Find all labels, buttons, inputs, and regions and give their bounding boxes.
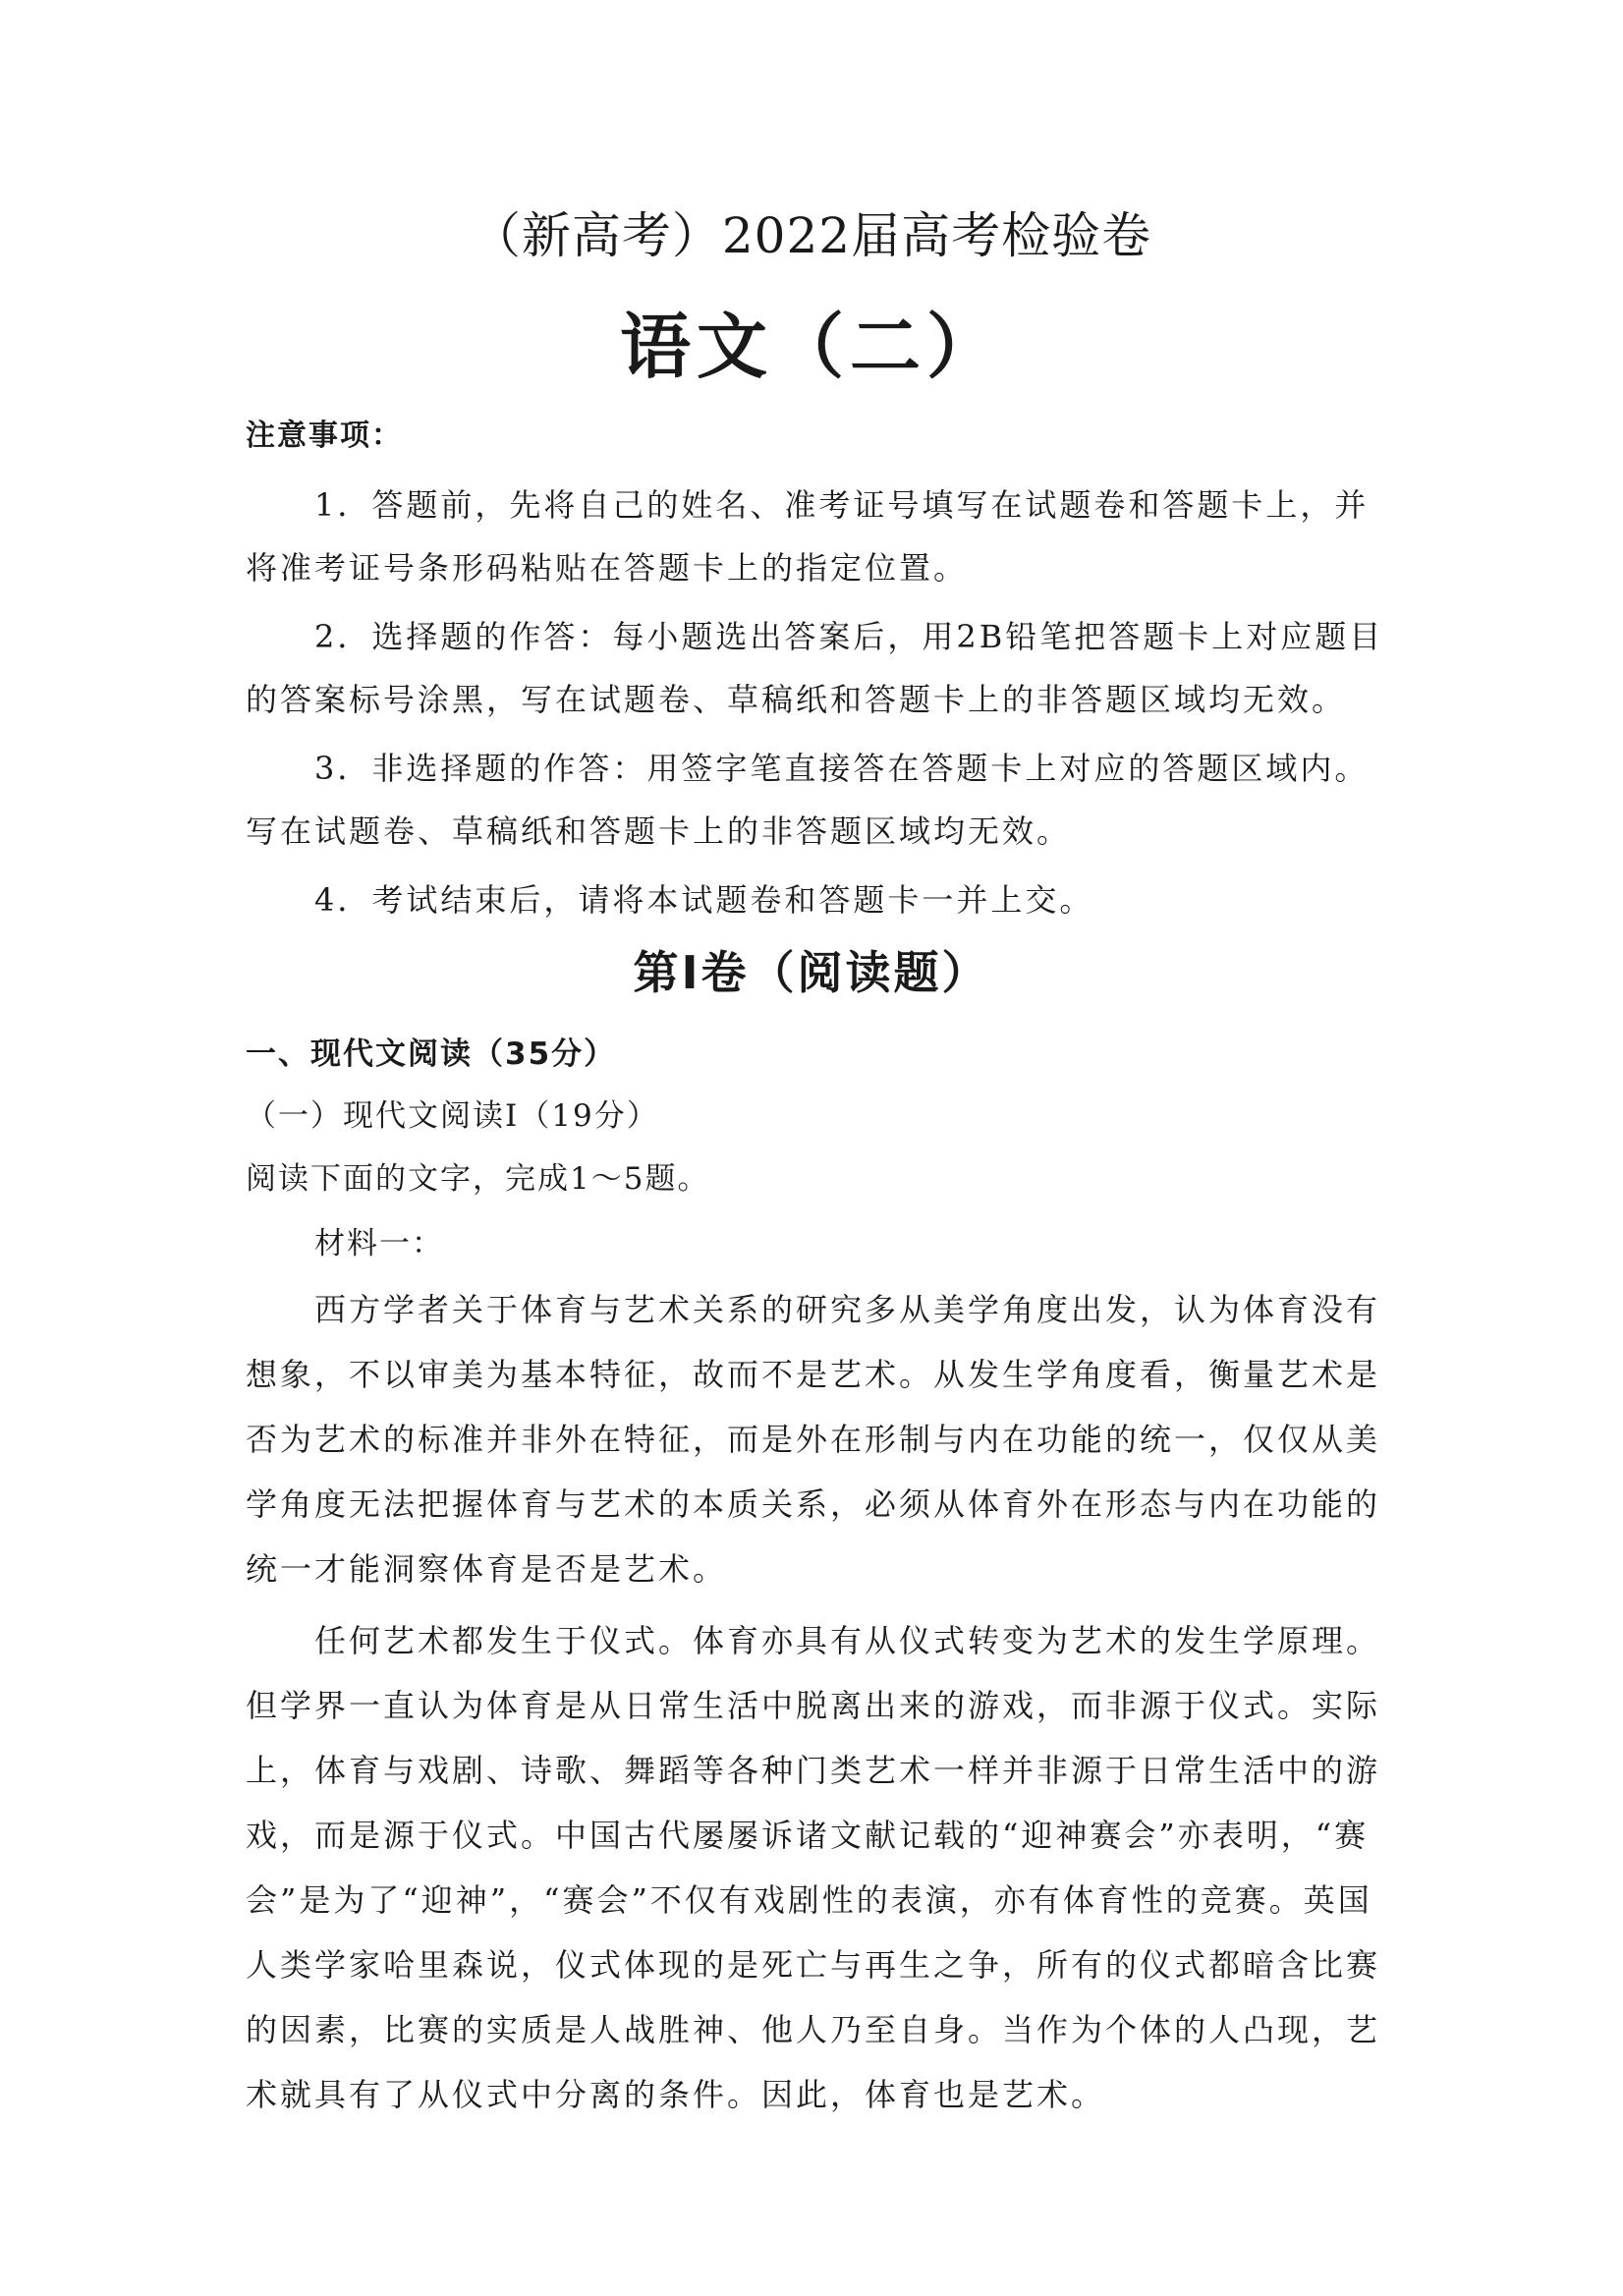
part-heading: 一、现代文阅读（35分） bbox=[246, 1036, 617, 1072]
notice-item-1: 1．答题前，先将自己的姓名、准考证号填写在试题卷和答题卡上，并将准考证号条形码粘贴在答题卡上的指定位置。 bbox=[246, 486, 1370, 587]
exam-heading: （新高考）2022届高考检验卷 bbox=[471, 207, 1152, 264]
passage-paragraph-1: 西方学者关于体育与艺术关系的研究多从美学角度出发，认为体育没有想象，不以审美为基本特征，故而不是艺术。从发生学角度看，衡量艺术是否为艺术的标准并非外在特征，而是外在形制与内在功能的统一，仅仅从美学角度无法把握体育与艺术的本质关系，必须从体育外在形态与内在功能的统一才能洞察体育是否是艺术。 bbox=[246, 1291, 1381, 1588]
passage-paragraph-2: 任何艺术都发生于仪式。体育亦具有从仪式转变为艺术的发生学原理。但学界一直认为体育是从日常生活中脱离出来的游戏，而非源于仪式。实际上，体育与戏剧、诗歌、舞蹈等各种门类艺术一样并非源于日常生活中的游戏，而是源于仪式。中国古代屡屡诉诸文献记载的“迎神赛会”亦表明，“赛会”是为了“迎神”，“赛会”不仅有戏剧性的表演，亦有体育性的竞赛。英国人类学家哈里森说，仪式体现的是死亡与再生之争，所有的仪式都暗含比赛的因素，比赛的实质是人战胜神、他人乃至自身。当作为个体的人凸现，艺术就具有了从仪式中分离的条件。因此，体育也是艺术。 bbox=[246, 1622, 1381, 2113]
notice-list bbox=[246, 474, 1395, 937]
notice-item-2: 2．选择题的作答：每小题选出答案后，用2B铅笔把答题卡上对应题目的答案标号涂黑，写在试题卷、草稿纸和答题卡上的非答题区域均无效。 bbox=[246, 618, 1384, 718]
notice-item-4: 4．考试结束后，请将本试题卷和答题卡一并上交。 bbox=[314, 881, 1094, 919]
notice-heading: 注意事项： bbox=[246, 419, 403, 453]
subject-title: 语文（二） bbox=[619, 306, 1003, 388]
notice-item-3: 3．非选择题的作答：用签字笔直接答在答题卡上对应的答题区域内。写在试题卷、草稿纸和答题卡上的非答题区域均无效。 bbox=[246, 750, 1370, 850]
sub-heading: （一）现代文阅读Ⅰ（19分） bbox=[246, 1098, 659, 1134]
volume-title: 第Ⅰ卷（阅读题） bbox=[633, 946, 990, 999]
reading-instruction: 阅读下面的文字，完成1～5题。 bbox=[246, 1161, 710, 1197]
material-label: 材料一： bbox=[314, 1226, 444, 1261]
